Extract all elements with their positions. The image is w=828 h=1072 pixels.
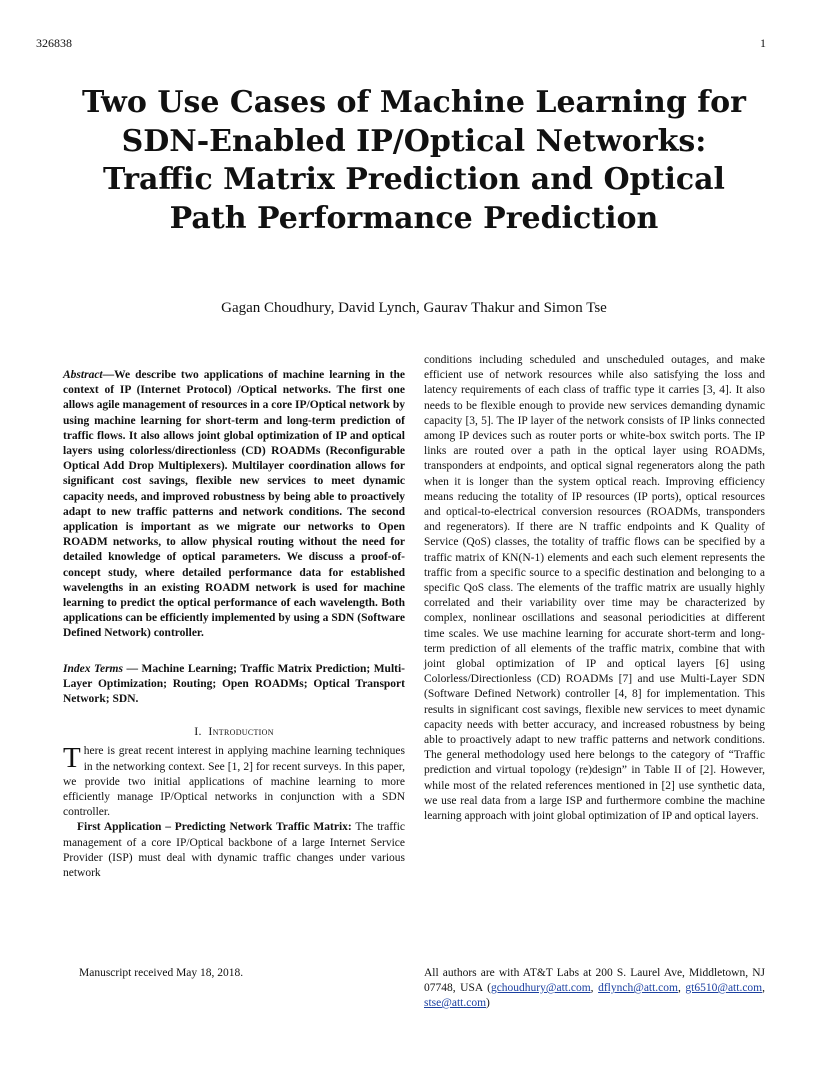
section-number: I.	[194, 724, 202, 739]
paper-title: Two Use Cases of Machine Learning for SDN-Enabled IP/Optical Networks: Traffic Matrix Prediction and Optical Path Performance Prediction	[82, 85, 746, 236]
email-separator: ,	[677, 982, 686, 994]
email-link[interactable]: stse@att.com	[424, 997, 487, 1009]
email-separator: ,	[590, 982, 599, 994]
email-link[interactable]: gchoudhury@att.com	[490, 982, 591, 994]
footnote-closing: )	[486, 997, 490, 1009]
email-separator: ,	[762, 982, 766, 994]
intro-text: here is great recent interest in applying machine learning techniques in the networking context. See [1, 2] for recent surveys. In this paper, we provide two initial applications of machine learning to more efficiently manage IP/Optical networks in conjunction with a SDN controller.	[63, 745, 405, 819]
index-terms-label: Index Terms	[63, 662, 123, 675]
left-column	[63, 368, 405, 881]
intro-paragraph	[63, 744, 405, 820]
right-column-text: conditions including scheduled and unscheduled outages, and make efficient use of network resources while also satisfying the loss and latency requirements of each class of traffic type it carries [3, 4]. It also needs to be flexible enough to provide new services demanding dynamic capacity [3, 5]. The IP layer of the network consists of IP links connected among IP devices such as router ports or white-box switch ports. The IP links are routed over a path in the optical layer using ROADMs, transponders at endpoints, and optical signal regenerators along the path when it is longer than the system optical reach. Improving efficiency means reducing the totality of IP resources (IP ports), optical resources and optical-to-electrical conversion resources (ROADMs, transponders and regenerators). If there are N traffic endpoints and K Quality of Service (QoS) classes, the totality of traffic flows can be specified by a traffic matrix of KN(N-1) elements and each such element represents the traffic from a specific source to a specific destination and belonging to a specific QoS class. The elements of the traffic matrix are usually highly correlated and their variability over time may be characterized by complex, nonlinear oscillations and seasonal periodicities at different time scales. We use machine learning for accurate short-term and long-term prediction of all elements of the traffic matrix, combine that with joint global optimization of IP and optical layers [6] using Colorless/Directionless (CD) ROADMs [7] and use Multi-Layer SDN (Software Defined Network) controller [4, 8] for implementation. This results in significant cost savings, flexible new services to meet dynamic capacity needs with better accuracy, and increased robustness by being able to proactively adapt to new traffic patterns and network conditions. The general methodology used here belongs to the category of “Traffic prediction and virtual topology (re)design” in Table II of [2]. However, while most of the related references mentioned in [2] use synthetic data, we use real data from a large ISP and furthermore combine the machine learning approach with joint global optimization of IP and optical layers.	[424, 354, 765, 823]
abstract-text: —We describe two applications of machine learning in the context of IP (Internet Protocol) /Optical networks. The first one allows agile management of resources in a core IP/Optical network by using machine learning for short-term and long-term prediction of traffic flows. It also allows joint global optimization of IP and optical layers using colorless/directionless (CD) ROADMs (Reconfigurable Optical Add Drop Multiplexers). Multilayer coordination allows for significant cost savings, flexible new services to meet dynamic capacity needs, and improved robustness by being able to proactively adapt to new traffic patterns and network conditions. The second application is important as we migrate our networks to Open ROADM networks, to allow physical routing without the need for detailed knowledge of optical parameters. We discuss a proof-of-concept study, where detailed performance data for established wavelengths in an existing ROADM network is used for machine learning to predict the optical performance of each wavelength. Both applications can be efficiently implemented by using a SDN (Software Defined Network) controller.	[63, 369, 405, 640]
first-application-text: The traffic management of a core IP/Optical backbone of a large Internet Service Provider (ISP) must deal with dynamic traffic changes under various network	[63, 821, 405, 880]
affiliation-footnote	[424, 966, 765, 1011]
index-terms	[63, 662, 405, 708]
section-heading	[63, 724, 405, 739]
drop-cap: T	[63, 742, 81, 775]
email-link[interactable]: gt6510@att.com	[685, 982, 763, 994]
section-title: Introduction	[208, 724, 274, 739]
first-application-paragraph	[63, 820, 405, 881]
authors: Gagan Choudhury, David Lynch, Gaurav Thakur and Simon Tse	[221, 300, 607, 316]
page-number: 1	[760, 36, 766, 50]
paper-id: 326838	[36, 36, 72, 50]
index-terms-text: — Machine Learning; Traffic Matrix Prediction; Multi-Layer Optimization; Routing; Open ROADMs; Optical Transport Network; SDN.	[63, 662, 405, 706]
email-link[interactable]: dflynch@att.com	[598, 982, 678, 994]
first-application-label: First Application – Predicting Network Traffic Matrix:	[77, 821, 352, 834]
manuscript-footnote: Manuscript received May 18, 2018.	[79, 967, 244, 979]
right-column	[424, 353, 765, 824]
abstract-label: Abstract	[63, 369, 103, 381]
affiliation-text: All authors are with AT&T Labs at 200 S. Laurel Ave, Middletown, NJ 07748, USA (	[424, 967, 765, 994]
abstract	[63, 368, 405, 642]
